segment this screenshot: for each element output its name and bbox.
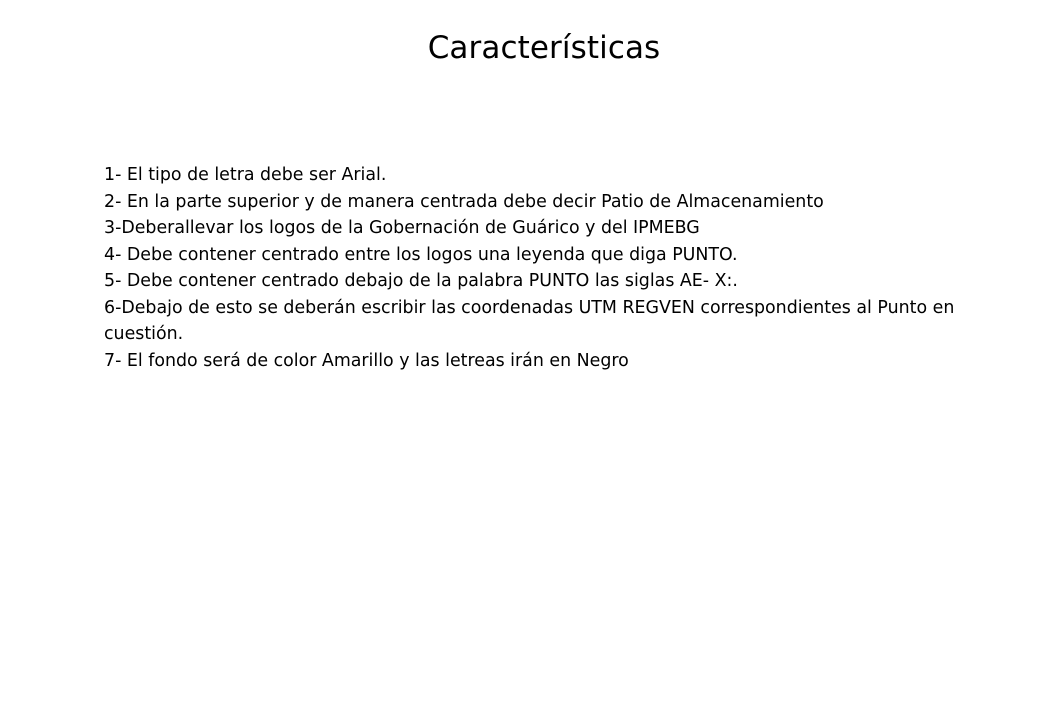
slide-title: Características xyxy=(427,30,661,66)
list-item: 1- El tipo de letra debe ser Arial. xyxy=(104,165,387,185)
list-item: 4- Debe contener centrado entre los logos una leyenda que diga PUNTO. xyxy=(104,244,738,265)
list-item: 2- En la parte superior y de manera centrada debe decir Patio de Almacenamiento xyxy=(104,191,824,212)
list-item: 5- Debe contener centrado debajo de la palabra PUNTO las siglas AE- X:. xyxy=(104,271,738,291)
list-item: 7- El fondo será de color Amarillo y las letreas irán en Negro xyxy=(104,350,629,371)
list-item: 6-Debajo de esto se deberán escribir las coordenadas UTM REGVEN correspondientes al Punto en cuestión. xyxy=(104,297,955,344)
requirements-list xyxy=(104,162,1004,374)
list-item: 3-Deberallevar los logos de la Gobernación de Guárico y del IPMEBG xyxy=(104,218,700,238)
